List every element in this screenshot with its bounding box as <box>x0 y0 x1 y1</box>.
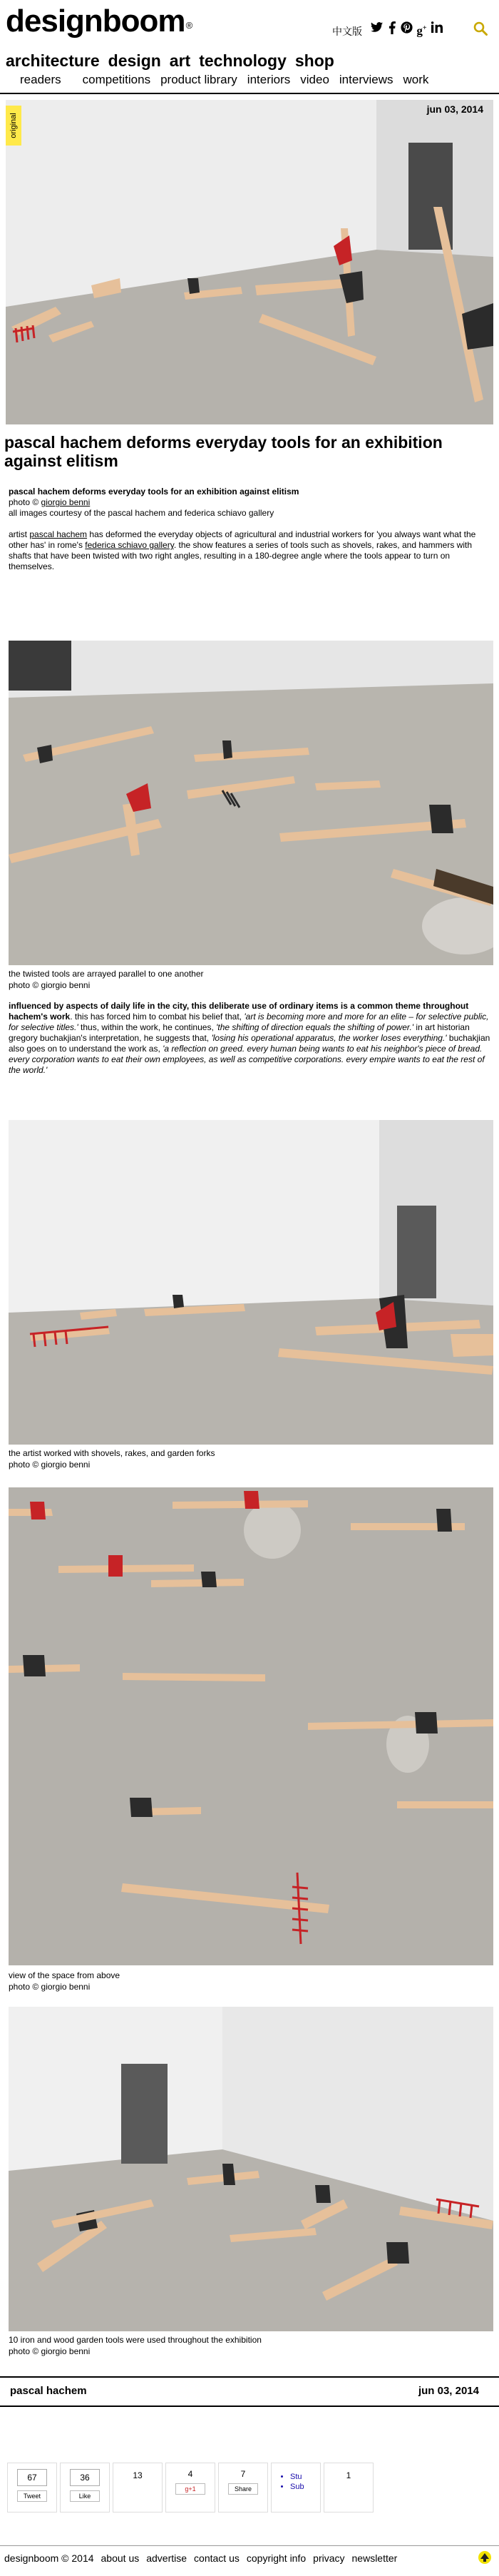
like-count: 36 <box>70 2469 100 2486</box>
pinterest-icon[interactable] <box>401 21 413 36</box>
artist-link[interactable]: pascal hachem <box>29 529 88 539</box>
tweet-count: 67 <box>17 2469 47 2486</box>
nav-design[interactable]: design <box>108 51 161 70</box>
gplus-button[interactable]: g+1 <box>175 2483 205 2495</box>
nav-interviews[interactable]: interviews <box>339 73 393 86</box>
search-icon[interactable] <box>473 21 488 36</box>
photo-credit: photo © giorgio benni <box>9 497 91 507</box>
misc-share-count: 1 <box>346 2470 351 2480</box>
tweet-button[interactable]: Tweet <box>17 2490 47 2502</box>
logo-text: designboom <box>6 4 185 39</box>
nav-divider <box>0 93 499 94</box>
google-plus-widget <box>165 2463 215 2513</box>
publish-date-bottom: jun 03, 2014 <box>418 2385 479 2397</box>
exhibition-photo-4[interactable] <box>9 2007 493 2331</box>
gplus-count: 4 <box>187 2469 193 2479</box>
nav-work[interactable]: work <box>403 73 429 86</box>
footer-copyright: designboom © 2014 <box>4 2552 94 2564</box>
article-end-divider-top <box>0 2376 499 2378</box>
footer <box>4 2552 397 2564</box>
footer-link-privacy[interactable]: privacy <box>313 2552 345 2564</box>
body-paragraph-2: influenced by aspects of daily life in the city, this deliberate use of ordinary items is a common theme throughout hachem's work. this has forced him to combat his belief that, 'art is becoming more and more for an elite – for selective public, for selective titles.' thus, within the work, he continues, 'the shifting of direction equals the shifting of power.' in art historian gregory buchakjian's interpretation, he suggests that, 'losing his operational apparatus, the worker loses everything.' buchakjian also goes on to understand the work as, 'a reflection on greed. every human being wants to eat his neighbor's piece of bread. every corporation wants to eat their own employees, as well as competitive corporations. every empire wants to eat the rest of the world.' <box>9 1001 490 1075</box>
footer-link-about[interactable]: about us <box>101 2552 140 2564</box>
caption-2: the artist worked with shovels, rakes, and garden forks photo © giorgio benni <box>9 1448 215 1470</box>
logo[interactable] <box>6 4 192 39</box>
exhibition-photo-1[interactable] <box>9 641 493 965</box>
nav-competitions[interactable]: competitions <box>82 73 151 86</box>
nav-technology[interactable]: technology <box>199 51 287 70</box>
registered-mark: ® <box>185 20 192 31</box>
facebook-icon[interactable] <box>386 21 398 36</box>
photographer-link[interactable]: giorgio benni <box>41 497 91 507</box>
nav-video[interactable]: video <box>300 73 329 86</box>
article-meta <box>9 487 299 519</box>
social-icons <box>371 21 443 36</box>
tweet-widget <box>7 2463 57 2513</box>
gallery-link[interactable]: federica schiavo gallery <box>85 540 174 550</box>
stumble-link[interactable]: • Stu <box>290 2472 320 2482</box>
share-count: 13 <box>133 2470 143 2480</box>
exhibition-photo-3[interactable] <box>9 1487 493 1965</box>
footer-divider <box>0 2545 499 2546</box>
like-button[interactable]: Like <box>70 2490 100 2502</box>
footer-link-advertise[interactable]: advertise <box>146 2552 187 2564</box>
linkedin-count: 7 <box>240 2469 246 2479</box>
footer-link-copyright[interactable]: copyright info <box>246 2552 307 2564</box>
linkedin-widget <box>218 2463 268 2513</box>
original-badge <box>6 106 21 146</box>
misc-share-widget[interactable] <box>324 2463 374 2513</box>
primary-nav <box>6 51 334 71</box>
article-subtitle: pascal hachem deforms everyday tools for an exhibition against elitism <box>9 487 299 497</box>
stumble-widget <box>271 2463 321 2513</box>
footer-link-newsletter[interactable]: newsletter <box>351 2552 398 2564</box>
footer-link-contact[interactable]: contact us <box>194 2552 240 2564</box>
hero-image[interactable] <box>6 100 493 424</box>
twitter-icon[interactable] <box>371 21 383 36</box>
back-to-top-icon[interactable] <box>478 2550 492 2565</box>
article-title: pascal hachem deforms everyday tools for an exhibition against elitism <box>4 433 443 470</box>
exhibition-photo-2[interactable] <box>9 1120 493 1445</box>
body-paragraph-1: artist pascal hachem has deformed the everyday objects of agricultural and industrial workers for 'you always want what the other has' in rome's federica schiavo gallery. the show features a series of tools such as shovels, rakes, and hammers with shafts that have been twisted with two right angles, resulting in a 180-degree angle where the tools appear to turn on themselves. <box>9 529 476 571</box>
nav-interiors[interactable]: interiors <box>247 73 291 86</box>
language-link[interactable]: 中文版 <box>332 26 362 37</box>
nav-art[interactable]: art <box>169 51 191 70</box>
secondary-nav <box>20 73 428 87</box>
nav-architecture[interactable]: architecture <box>6 51 100 70</box>
caption-1: the twisted tools are arrayed parallel to one another photo © giorgio benni <box>9 969 204 990</box>
nav-readers[interactable]: readers <box>20 73 61 86</box>
image-courtesy: all images courtesy of the pascal hachem and federica schiavo gallery <box>9 508 274 518</box>
author-name[interactable]: pascal hachem <box>10 2385 87 2397</box>
nav-product-library[interactable]: product library <box>160 73 237 86</box>
share-count-widget[interactable] <box>113 2463 163 2513</box>
subscribe-link[interactable]: • Sub <box>290 2482 320 2492</box>
caption-3: view of the space from above photo © giorgio benni <box>9 1970 120 1992</box>
nav-shop[interactable]: shop <box>294 51 334 70</box>
article-end-divider-bottom <box>0 2406 499 2407</box>
caption-4: 10 iron and wood garden tools were used throughout the exhibition photo © giorgio benni <box>9 2335 262 2356</box>
google-plus-icon[interactable]: g+ <box>416 24 427 38</box>
facebook-like-widget <box>60 2463 110 2513</box>
publish-date: jun 03, 2014 <box>426 103 483 115</box>
linkedin-icon[interactable] <box>431 21 443 36</box>
original-badge-label: original <box>9 113 18 138</box>
linkedin-share-button[interactable]: Share <box>228 2483 258 2495</box>
